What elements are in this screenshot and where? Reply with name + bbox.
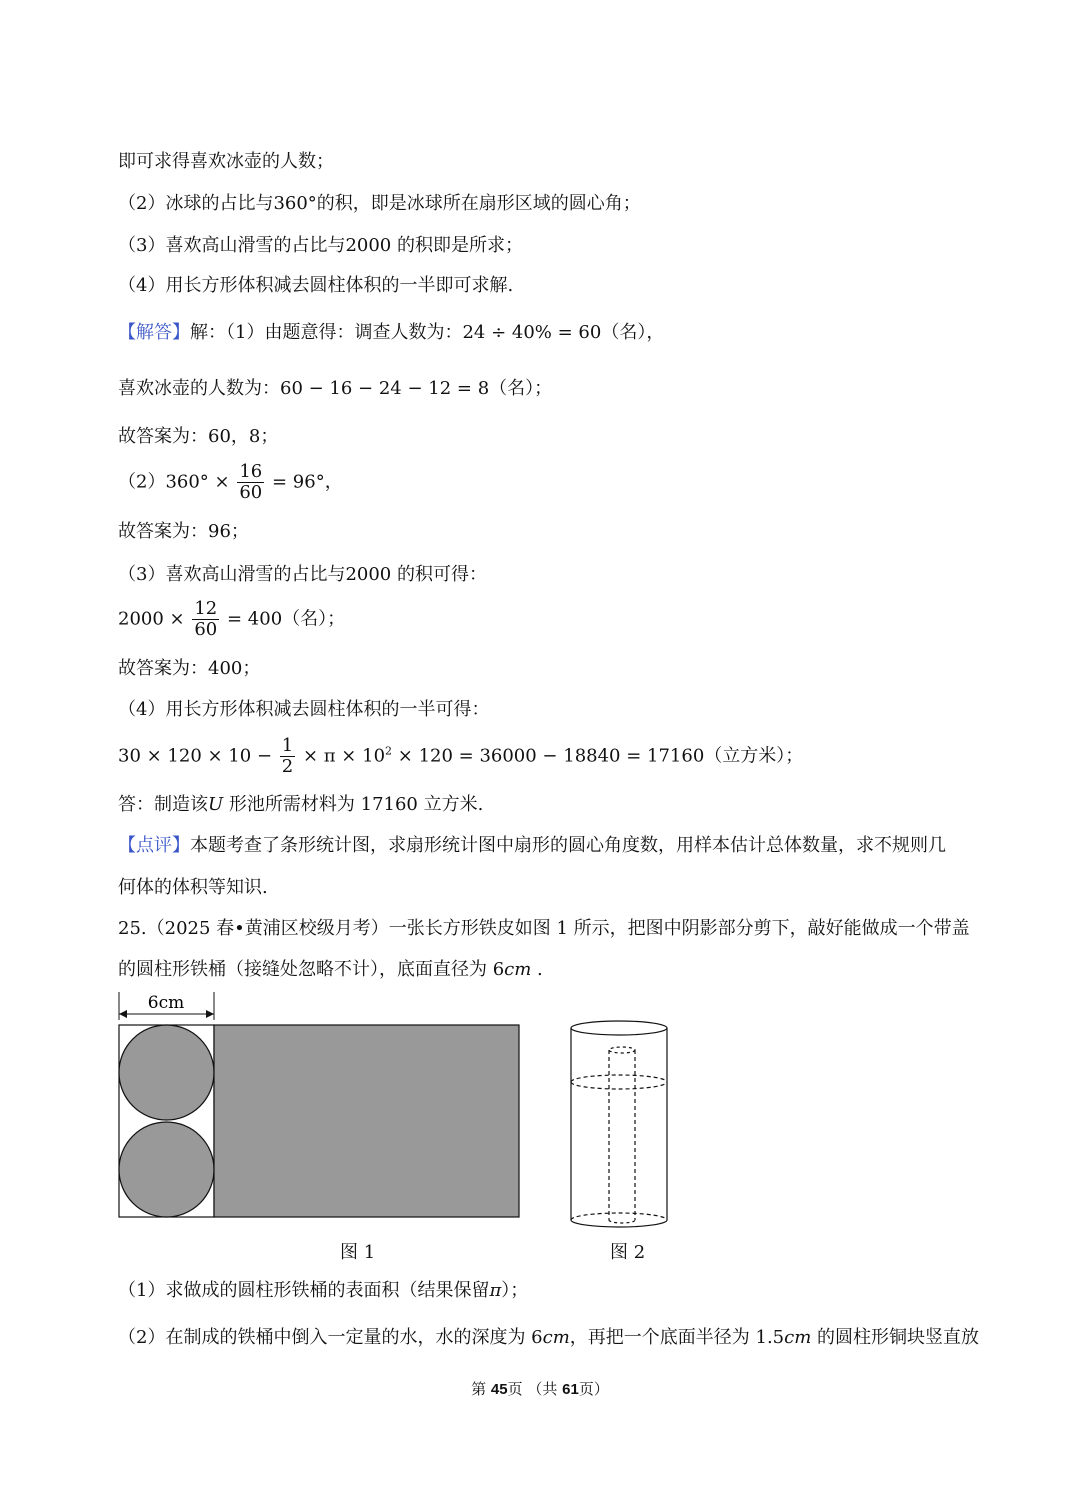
dim-label: 6cm — [147, 993, 185, 1013]
block-top — [609, 1047, 635, 1053]
analysis-line-4: （4）用长方形体积减去圆柱体积的一半即可求解. — [118, 275, 514, 296]
analysis-line-2: （2）冰球的占比与360°的积，即是冰球所在扇形区域的圆心角； — [118, 193, 641, 214]
page-total: 61 — [562, 1381, 579, 1398]
figure-2-caption: 图 2 — [610, 1242, 646, 1263]
fraction: $\frac{16}{60}$ — [239, 461, 263, 503]
solution-line-3: 故答案为：60，8； — [118, 426, 279, 447]
figures — [110, 990, 690, 1263]
figure-svg — [110, 990, 690, 1230]
cylinder-top — [571, 1021, 667, 1035]
cylinder-bottom-back — [571, 1213, 667, 1220]
solution-line-2: 喜欢冰壶的人数为：60 − 16 − 24 − 12 = 8（名）； — [118, 378, 553, 399]
solution-tag: 【解答】 — [118, 322, 190, 343]
solution-line-1: 【解答】解：（1）由题意得：调查人数为：24 ÷ 40% = 60（名）， — [118, 322, 665, 343]
solution-line-4: （2）360° × $\frac{16}{60}$ = 96°， — [118, 461, 343, 503]
block-bottom — [609, 1220, 635, 1223]
solution-line-7: 2000 × $\frac{12}{60}$ = 400（名）； — [118, 598, 346, 640]
shaded-rectangle — [214, 1025, 519, 1217]
fraction: $\frac{1}{2}$ — [281, 735, 294, 777]
dim-arrow-left — [119, 1010, 127, 1018]
page-number: 45 — [490, 1381, 508, 1398]
analysis-line-3: （3）喜欢高山滑雪的占比与2000 的积即是所求； — [118, 235, 523, 256]
cylinder-bottom-front — [571, 1220, 667, 1227]
page-footer: 第 45页 （共 61页） — [471, 1380, 609, 1398]
solution-line-5: 故答案为：96； — [118, 521, 249, 542]
solution-line-9: （4）用长方形体积减去圆柱体积的一半可得： — [118, 699, 490, 720]
circle-top — [119, 1025, 214, 1120]
circle-bottom — [119, 1122, 214, 1217]
comment-line-1: 【点评】本题考查了条形统计图，求扇形统计图中扇形的圆心角度数，用样本估计总体数量，求不规则几 — [118, 835, 946, 856]
solution-line-6: （3）喜欢高山滑雪的占比与2000 的积可得： — [118, 564, 487, 585]
figure-1-caption: 图 1 — [340, 1242, 376, 1263]
analysis-line-1: 即可求得喜欢冰壶的人数； — [118, 151, 334, 172]
solution-line-10: 30 × 120 × 10 − $\frac{1}{2}$ × $\pi \times 10^2 \times 120 = 36000 - 18840 = 17160$（立方米）； — [118, 735, 804, 777]
figure-1 — [119, 992, 519, 1217]
problem25-line-1: 25.（2025 春•黄浦区校级月考）一张长方形铁皮如图 1 所示，把图中阴影部分剪下，敲好能做成一个带盖 — [118, 918, 970, 939]
question-2: （2）在制成的铁桶中倒入一定量的水，水的深度为 6cm，再把一个底面半径为 1.5cm 的圆柱形铜块竖直放 — [118, 1327, 980, 1348]
dim-arrow-right — [206, 1010, 214, 1018]
solution-answer: 答：制造该U 形池所需材料为 17160 立方米. — [118, 794, 484, 815]
comment-line-2: 何体的体积等知识. — [118, 877, 268, 898]
fraction: $\frac{12}{60}$ — [194, 598, 218, 640]
solution-line-8: 故答案为：400； — [118, 658, 261, 679]
water-level-back — [571, 1075, 667, 1082]
question-1: （1）求做成的圆柱形铁桶的表面积（结果保留π）； — [118, 1280, 529, 1301]
problem25-line-2: 的圆柱形铁桶（接缝处忽略不计），底面直径为 6cm . — [118, 959, 543, 980]
figure-2 — [571, 1021, 667, 1227]
comment-tag: 【点评】 — [118, 835, 190, 856]
water-level-front — [571, 1082, 667, 1089]
